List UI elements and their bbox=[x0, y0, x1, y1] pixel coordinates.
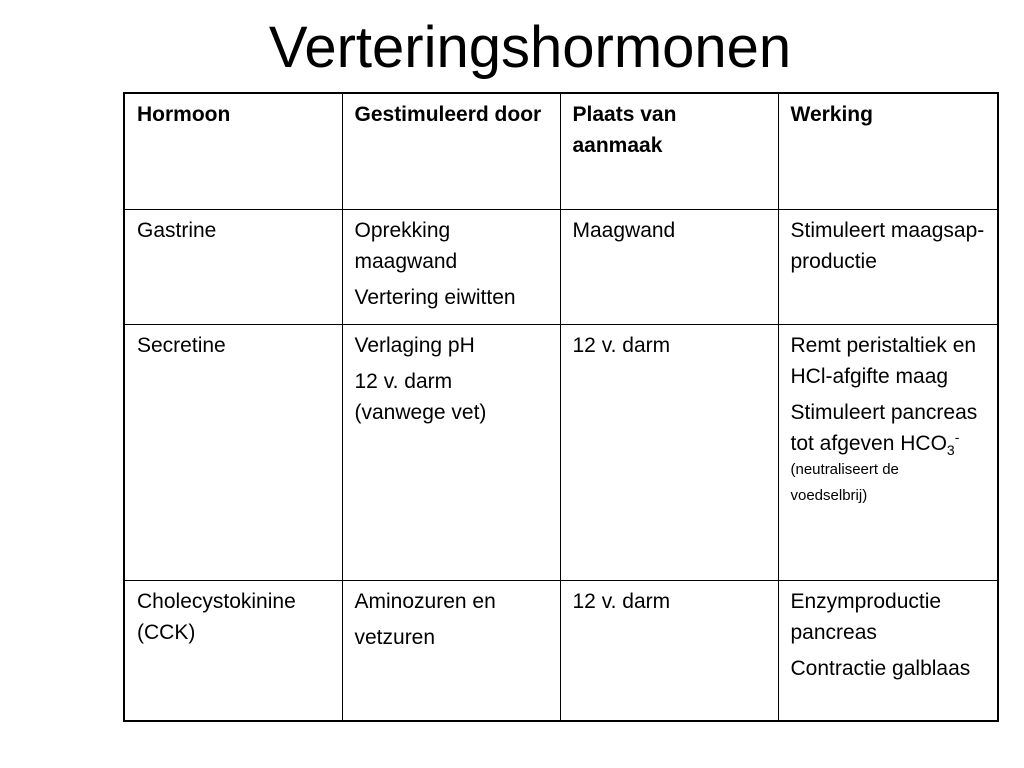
cell-text: Cholecystokinine (CCK) bbox=[137, 589, 296, 644]
cell-hormoon bbox=[124, 580, 342, 721]
cell-text: Aminozuren en bbox=[354, 589, 496, 613]
table-header-row bbox=[124, 93, 998, 209]
cell-plaats bbox=[560, 209, 778, 324]
header-gestimuleerd-door: Gestimuleerd door bbox=[342, 93, 560, 209]
cell-text: Remt peristaltiek en HCl-afgifte maag bbox=[790, 333, 977, 388]
cell-text: Verlaging pH bbox=[354, 333, 475, 357]
cell-text: Gastrine bbox=[137, 218, 217, 242]
cell-text: vetzuren bbox=[354, 625, 436, 649]
cell-werking bbox=[778, 580, 998, 721]
cell-text: 12 v. darm (vanwege vet) bbox=[354, 369, 487, 424]
cell-text: Oprekking maagwand bbox=[354, 218, 458, 273]
cell-text: Stimuleert maagsap-productie bbox=[790, 218, 985, 273]
cell-gestimuleerd bbox=[342, 209, 560, 324]
cell-text: Maagwand bbox=[572, 218, 676, 242]
cell-plaats bbox=[560, 324, 778, 580]
table-row-secretine bbox=[124, 324, 998, 580]
cell-text: Contractie galblaas bbox=[790, 656, 971, 680]
header-plaats-line1: Plaats van bbox=[572, 103, 677, 126]
cell-werking bbox=[778, 324, 998, 580]
cell-text-formula bbox=[791, 397, 986, 459]
cell-werking bbox=[778, 209, 998, 324]
table-row-gastrine bbox=[124, 209, 998, 324]
cell-text: Vertering eiwitten bbox=[354, 285, 516, 309]
header-plaats-van-aanmaak bbox=[560, 93, 778, 209]
cell-plaats bbox=[560, 580, 778, 721]
table-row-cholecystokinine bbox=[124, 580, 998, 721]
cell-text: Stimuleert pancreas tot afgeven HCO bbox=[790, 400, 978, 455]
header-plaats-line2: aanmaak bbox=[572, 134, 663, 157]
formula-subscript: 3 bbox=[946, 441, 955, 458]
cell-text: Enzymproductie pancreas bbox=[790, 589, 942, 644]
cell-note: (neutraliseert de bbox=[790, 460, 899, 478]
header-werking: Werking bbox=[778, 93, 998, 209]
cell-text: Secretine bbox=[137, 333, 226, 357]
formula-superscript: - bbox=[954, 428, 960, 445]
cell-gestimuleerd bbox=[342, 580, 560, 721]
cell-text: 12 v. darm bbox=[572, 333, 671, 357]
slide-title: Verteringshormonen bbox=[268, 15, 792, 80]
hormone-table bbox=[123, 92, 999, 722]
cell-note: voedselbrij) bbox=[790, 486, 868, 504]
cell-hormoon bbox=[124, 324, 342, 580]
cell-text: 12 v. darm bbox=[572, 589, 671, 613]
cell-hormoon bbox=[124, 209, 342, 324]
header-hormoon: Hormoon bbox=[124, 93, 342, 209]
cell-gestimuleerd bbox=[342, 324, 560, 580]
